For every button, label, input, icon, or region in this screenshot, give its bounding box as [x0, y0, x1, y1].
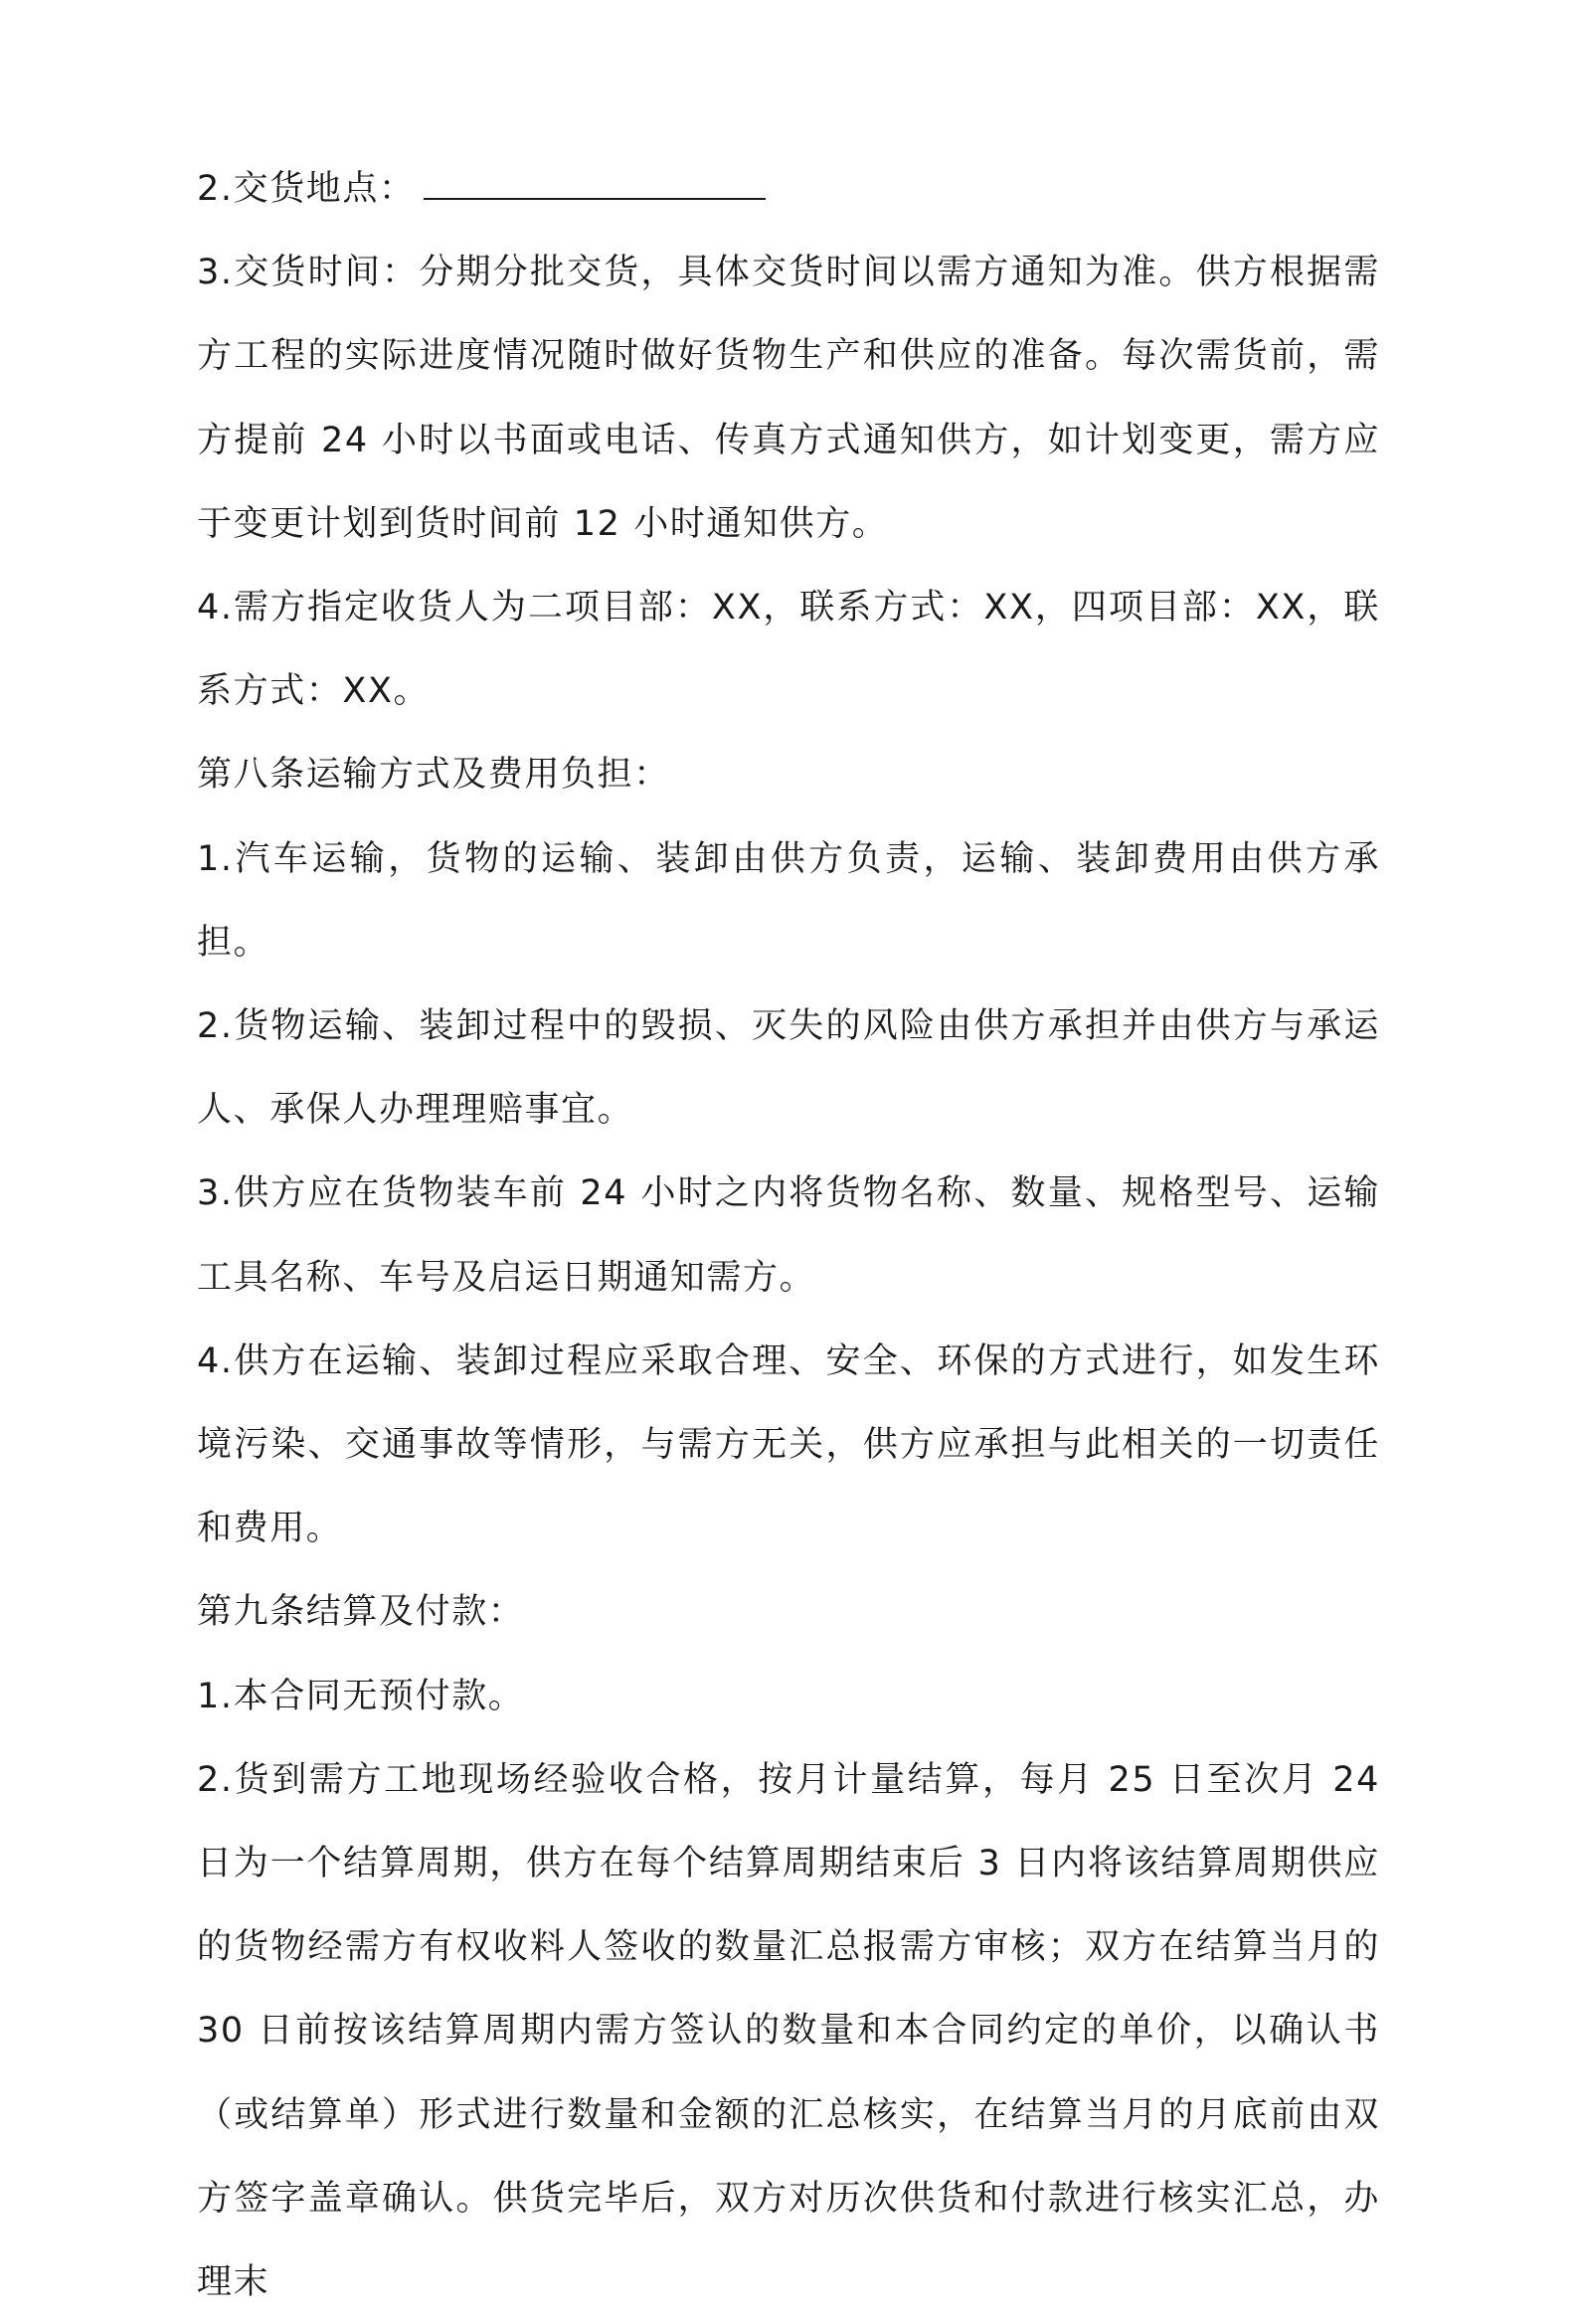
paragraph-transport-4: 4.供方在运输、装卸过程应采取合理、安全、环保的方式进行，如发生环境污染、交通事故等情形，与需方无关，供方应承担与此相关的一切责任和费用。 — [197, 1341, 1380, 1549]
article-9-heading: 第九条结算及付款： — [197, 1592, 525, 1633]
contract-text — [197, 147, 1380, 2324]
paragraph-transport-3: 3.供方应在货物装车前 24 小时之内将货物名称、数量、规格型号、运输工具名称、车号及启运日期通知需方。 — [197, 1173, 1380, 1298]
paragraph-payment-2: 2.货到需方工地现场经验收合格，按月计量结算，每月 25 日至次月 24 日为一个结算周期，供方在每个结算周期结束后 3 日内将该结算周期供应的货物经需方有权收料人签收的数量汇总报需方审核；双方在结算当月的 30 日前按该结算周期内需方签认的数量和本合同约定的单价，以确认书（或结算单）形式进行数量和金额的汇总核实，在结算当月的月底前由双方签字盖章确认。供货完毕后，双方对历次供货和付款进行核实汇总，办理末 — [197, 1759, 1380, 2303]
paragraph-delivery-time: 3.交货时间：分期分批交货，具体交货时间以需方通知为准。供方根据需方工程的实际进度情况随时做好货物生产和供应的准备。每次需货前，需方提前 24 小时以书面或电话、传真方式通知供方，如计划变更，需方应于变更计划到货时间前 12 小时通知供方。 — [197, 253, 1380, 544]
delivery-location-blank — [424, 168, 766, 200]
paragraph-transport-2: 2.货物运输、装卸过程中的毁损、灭失的风险由供方承担并由供方与承运人、承保人办理理赔事宜。 — [197, 1006, 1380, 1131]
paragraph-payment-1: 1.本合同无预付款。 — [197, 1676, 525, 1716]
article-8-heading: 第八条运输方式及费用负担： — [197, 755, 670, 796]
delivery-location-label: 2.交货地点： — [197, 169, 416, 209]
paragraph-delivery-location — [197, 147, 1380, 231]
paragraph-transport-1: 1.汽车运输，货物的运输、装卸由供方负责，运输、装卸费用由供方承担。 — [197, 838, 1380, 963]
paragraph-consignee: 4.需方指定收货人为二项目部：XX，联系方式：XX，四项目部：XX，联系方式：XX。 — [197, 588, 1380, 712]
